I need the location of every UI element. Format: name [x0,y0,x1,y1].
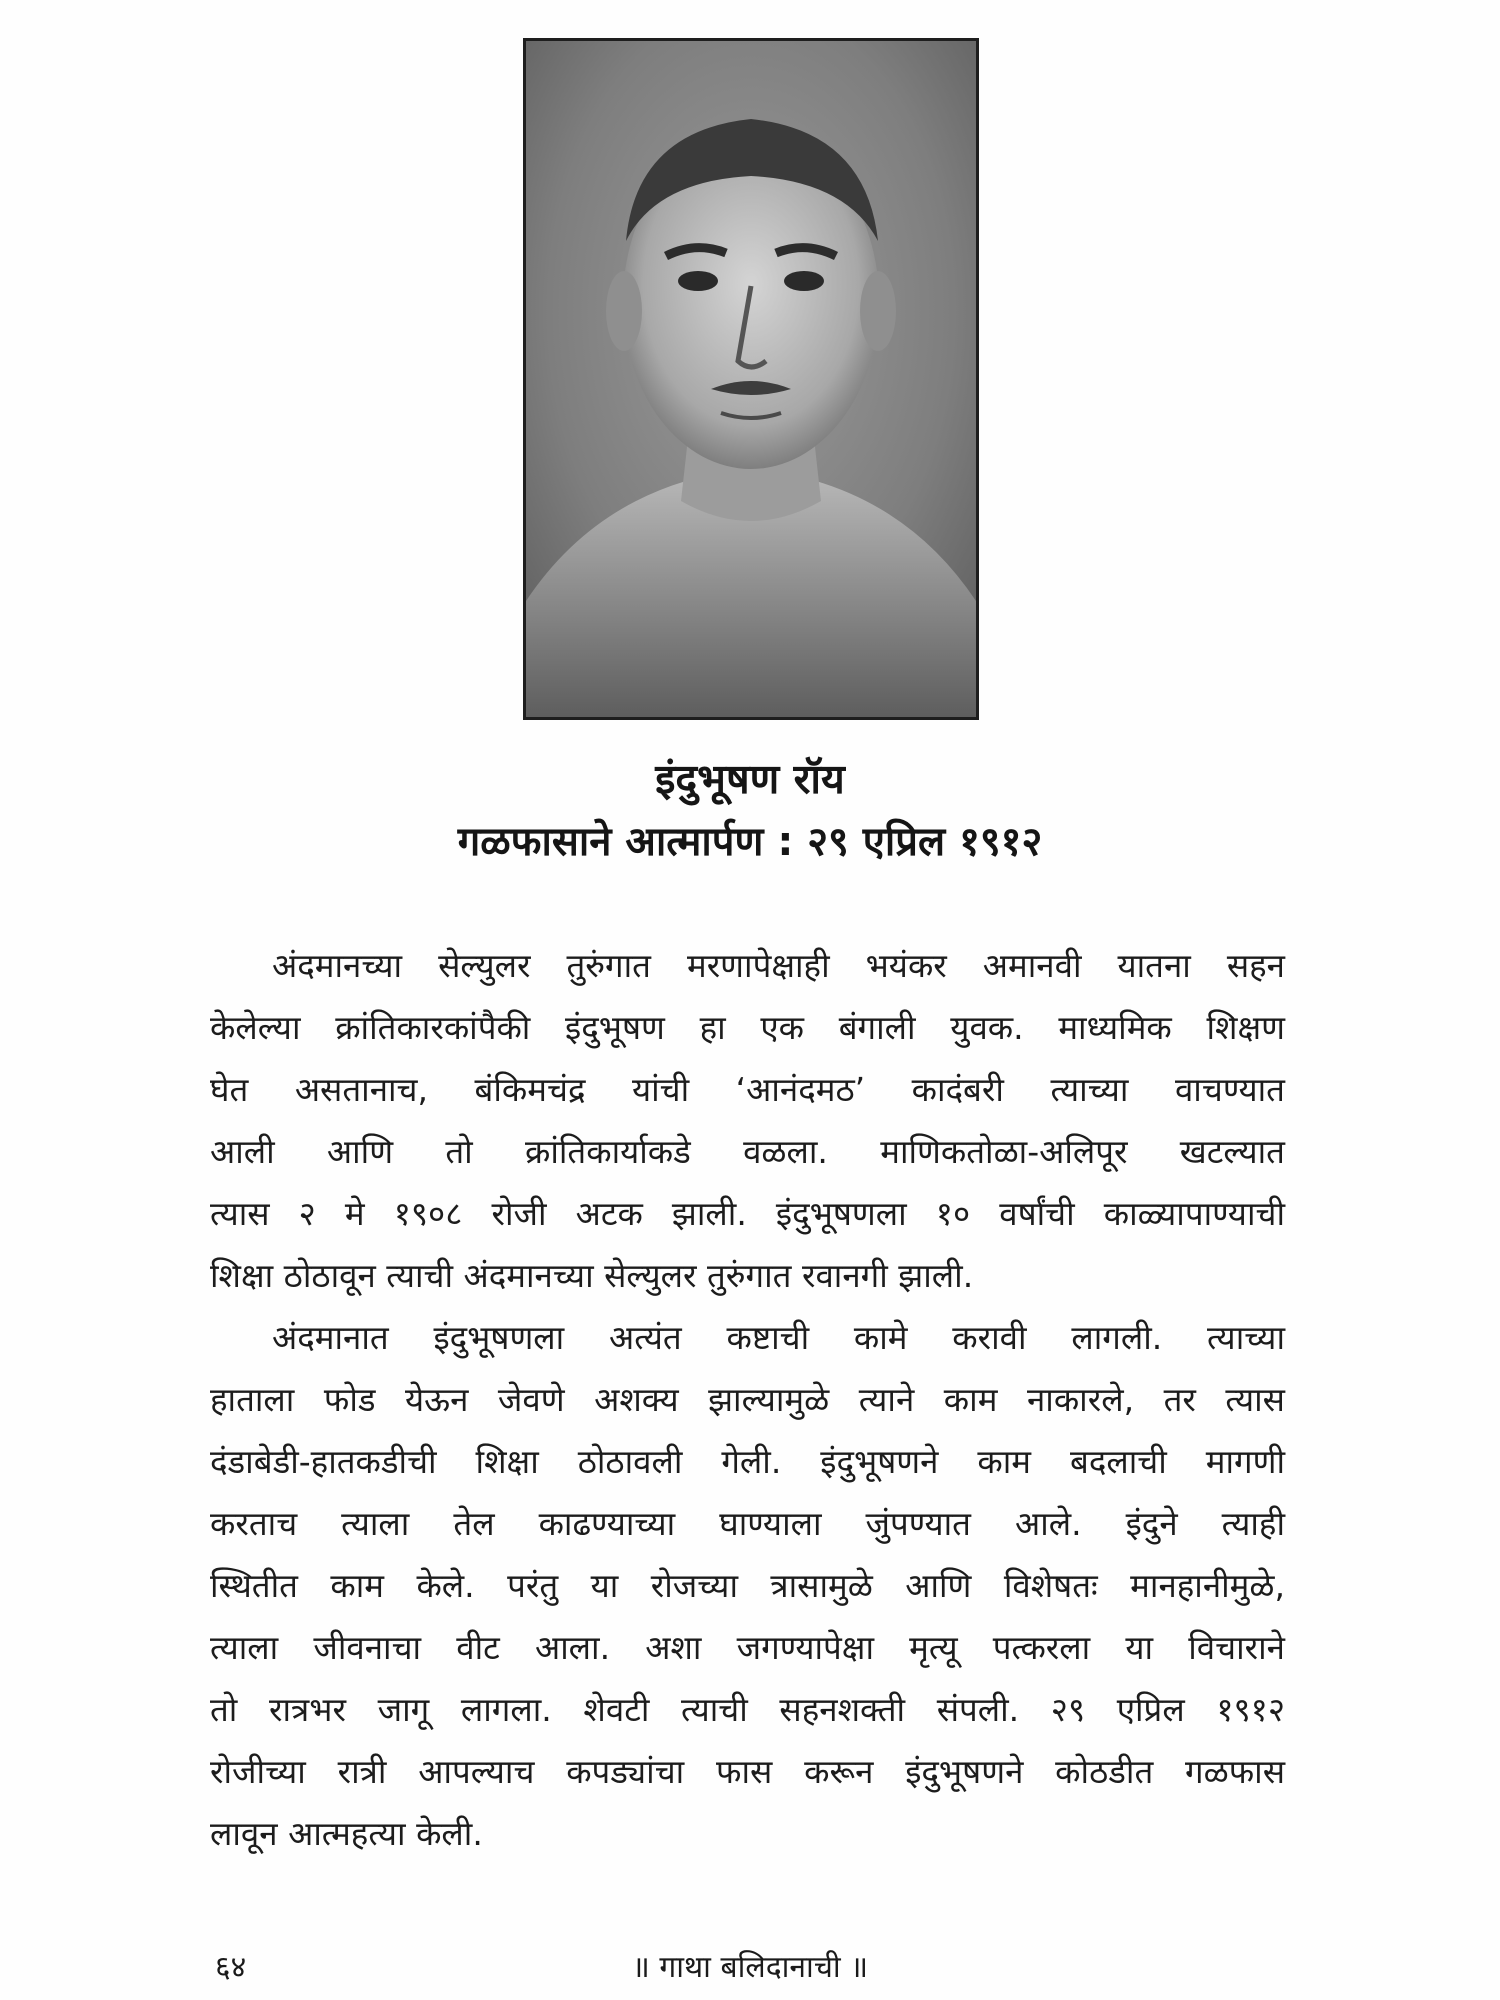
page-number: ६४ [215,1950,247,1985]
text-line: करताच त्याला तेल काढण्याच्या घाण्याला जुंपण्यात आले. इंदुने त्याही [210,1504,1285,1543]
text-line: घेत असतानाच, बंकिमचंद्र यांची ‘आनंदमठ’ कादंबरी त्याच्या वाचण्यात [210,1070,1285,1109]
portrait-image [526,41,976,717]
text-line: केलेल्या क्रांतिकारकांपैकी इंदुभूषण हा एक बंगाली युवक. माध्यमिक शिक्षण [210,1008,1285,1047]
portrait-caption-subtitle: गळफासाने आत्मार्पण : २९ एप्रिल १९१२ [457,819,1043,865]
text-line: दंडाबेडी-हातकडीची शिक्षा ठोठावली गेली. इंदुभूषणने काम बदलाची मागणी [210,1442,1285,1481]
text-line: रोजीच्या रात्री आपल्याच कपड्यांचा फास करून इंदुभूषणने कोठडीत गळफास [210,1752,1285,1791]
paragraph [210,1307,1285,1865]
text-line: त्याला जीवनाचा वीट आला. अशा जगण्यापेक्षा मृत्यू पत्करला या विचाराने [210,1628,1285,1667]
text-line: स्थितीत काम केले. परंतु या रोजच्या त्रासामुळे आणि विशेषतः मानहानीमुळे, [210,1566,1285,1605]
text-line: आली आणि तो क्रांतिकार्याकडे वळला. माणिकतोळा-अलिपूर खटल्यात [210,1132,1285,1171]
paragraph [210,935,1285,1307]
text-line: अंदमानात इंदुभूषणला अत्यंत कष्टाची कामे करावी लागली. त्याच्या [272,1318,1285,1357]
text-line: हाताला फोड येऊन जेवणे अशक्य झाल्यामुळे त्याने काम नाकारले, तर त्यास [210,1380,1285,1419]
article-body [210,935,1285,1865]
text-line: अंदमानच्या सेल्युलर तुरुंगात मरणापेक्षाही भयंकर अमानवी यातना सहन [272,946,1285,985]
text-line: शिक्षा ठोठावून त्याची अंदमानच्या सेल्युलर तुरुंगात रवानगी झाली. [210,1256,974,1295]
book-title-footer: ॥ गाथा बलिदानाची ॥ [631,1950,869,1985]
text-line: त्यास २ मे १९०८ रोजी अटक झाली. इंदुभूषणला १० वर्षांची काळ्यापाण्याची [210,1194,1285,1233]
text-line: लावून आत्महत्या केली. [210,1814,483,1853]
portrait-caption-name: इंदुभूषण रॉय [655,755,845,803]
portrait-photo [523,38,979,720]
text-line: तो रात्रभर जागू लागला. शेवटी त्याची सहनशक्ती संपली. २९ एप्रिल १९१२ [210,1690,1285,1729]
